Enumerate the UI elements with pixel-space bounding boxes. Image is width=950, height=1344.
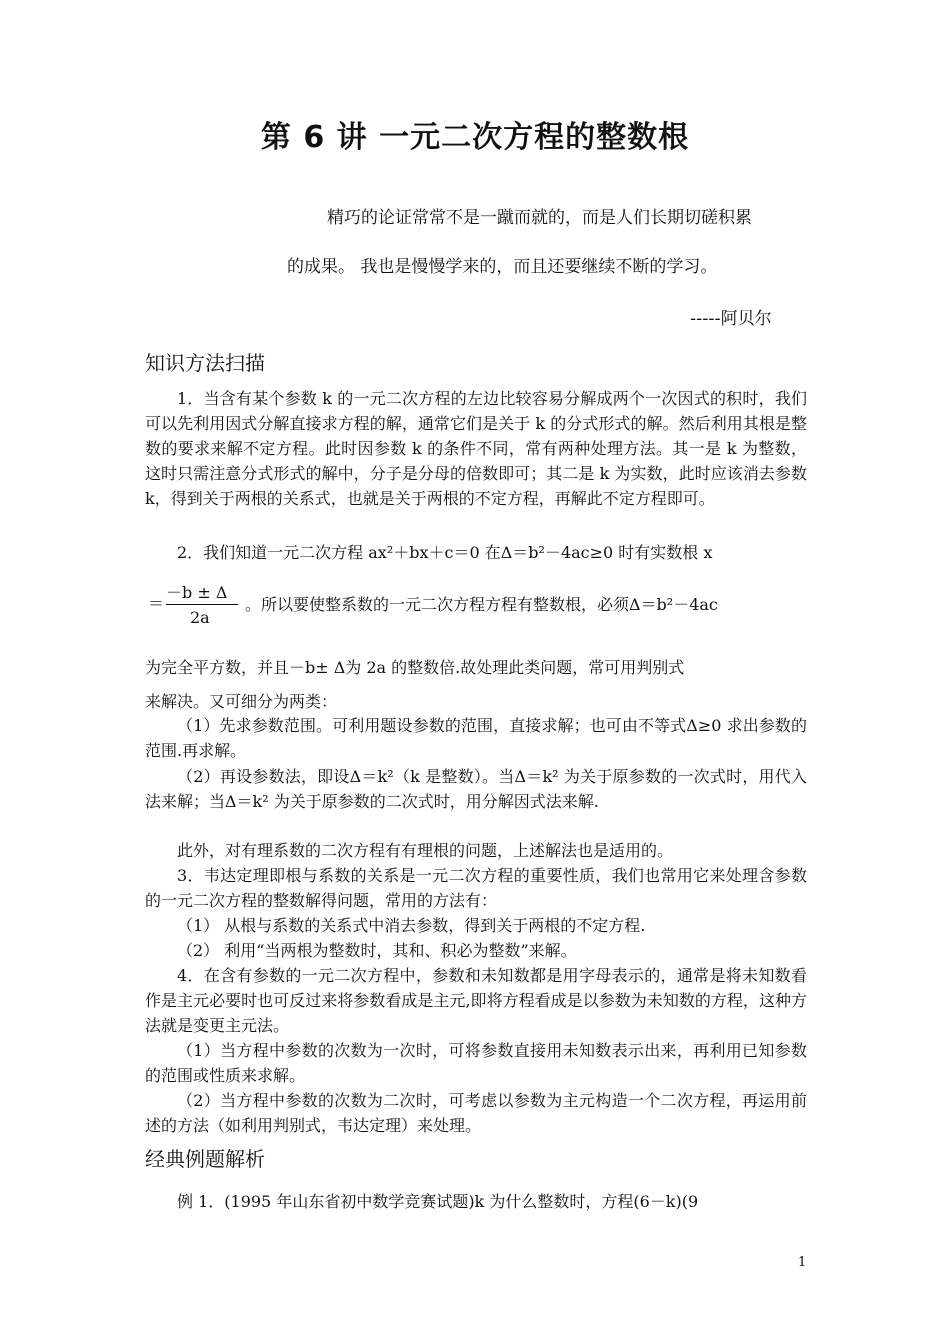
page-number: 1	[798, 1255, 807, 1270]
paragraph-2-line-3: 为完全平方数，并且－b± Δ为 2a 的整数倍.故处理此类问题，常可用判别式	[145, 658, 685, 677]
quote-line-1: 精巧的论证常常不是一蹴而就的，而是人们长期切磋积累	[327, 208, 752, 228]
fraction-bar	[166, 604, 238, 605]
quote-author: -----阿贝尔	[690, 309, 772, 329]
example-1: 例 1．(1995 年山东省初中数学竞赛试题)k 为什么整数时，方程(6－k)(9	[177, 1192, 699, 1211]
paragraph-2-case-1: （1）先求参数范围。可利用题设参数的范围，直接求解；也可由不等式Δ≥0 求出参数的范围.再求解。	[145, 716, 807, 760]
paragraph-2-case-2: （2）再设参数法，即设Δ＝k²（k 是整数）。当Δ＝k² 为关于原参数的一次式时，用代入法来解；当Δ＝k² 为关于原参数的二次式时，用分解因式法来解.	[145, 767, 807, 811]
paragraph-4-case-1: （1）当方程中参数的次数为一次时，可将参数直接用未知数表示出来，再利用已知参数的范围或性质来求解。	[145, 1041, 807, 1085]
fraction-numerator: －b ± Δ	[166, 583, 228, 602]
paragraph-2-note: 此外，对有理系数的二次方程有有理根的问题，上述解法也是适用的。	[177, 841, 674, 860]
paragraph-3: 3．韦达定理即根与系数的关系是一元二次方程的重要性质，我们也常用它来处理含参数的一元二次方程的整数解得问题，常用的方法有：	[145, 866, 807, 910]
paragraph-4-case-2: （2）当方程中参数的次数为二次时，可考虑以参数为主元构造一个二次方程，再运用前述的方法（如利用判别式，韦达定理）来处理。	[145, 1091, 807, 1135]
paragraph-3-method-1: （1） 从根与系数的关系式中消去参数，得到关于两根的不定方程.	[177, 916, 646, 935]
paragraph-2-after-formula: 。所以要使整系数的一元二次方程方程有整数根，必须Δ＝b²－4ac	[245, 595, 718, 614]
paragraph-4: 4．在含有参数的一元二次方程中，参数和未知数都是用字母表示的，通常是将未知数看作是主元必要时也可反过来将参数看成是主元,即将方程看成是以参数为未知数的方程，这种方法就是变更主元法。	[145, 966, 807, 1035]
page-title: 第 6 讲 一元二次方程的整数根	[260, 120, 690, 155]
paragraph-2-line-4: 来解决。又可细分为两类：	[145, 692, 338, 711]
paragraph-2-line-1: 2．我们知道一元二次方程 ax²＋bx＋c＝0 在Δ＝b²－4ac≥0 时有实数根 x	[177, 543, 713, 562]
quote-line-2: 的成果。 我也是慢慢学来的，而且还要继续不断的学习。	[287, 257, 718, 277]
paragraph-1: 1．当含有某个参数 k 的一元二次方程的左边比较容易分解成两个一次因式的积时，我们可以先利用因式分解直接求方程的解，通常它们是关于 k 的分式形式的解。然后利用其根是整数的要求来解不定方程。此时因参数 k 的条件不同，常有两种处理方法。其一是 k 为整数，这时只需注意分式形式的解中，分子是分母的倍数即可；其二是 k 为实数，此时应该消去参数 k，得到关于两根的关系式，也就是关于两根的不定方程，再解此不定方程即可。	[145, 389, 807, 508]
fraction-denominator: 2a	[190, 608, 210, 627]
section-heading-examples: 经典例题解析	[145, 1147, 265, 1171]
equals-sign: ＝	[148, 594, 165, 613]
paragraph-3-method-2: （2） 利用“当两根为整数时，其和、积必为整数”来解。	[177, 941, 577, 960]
section-heading-knowledge: 知识方法扫描	[145, 351, 265, 375]
